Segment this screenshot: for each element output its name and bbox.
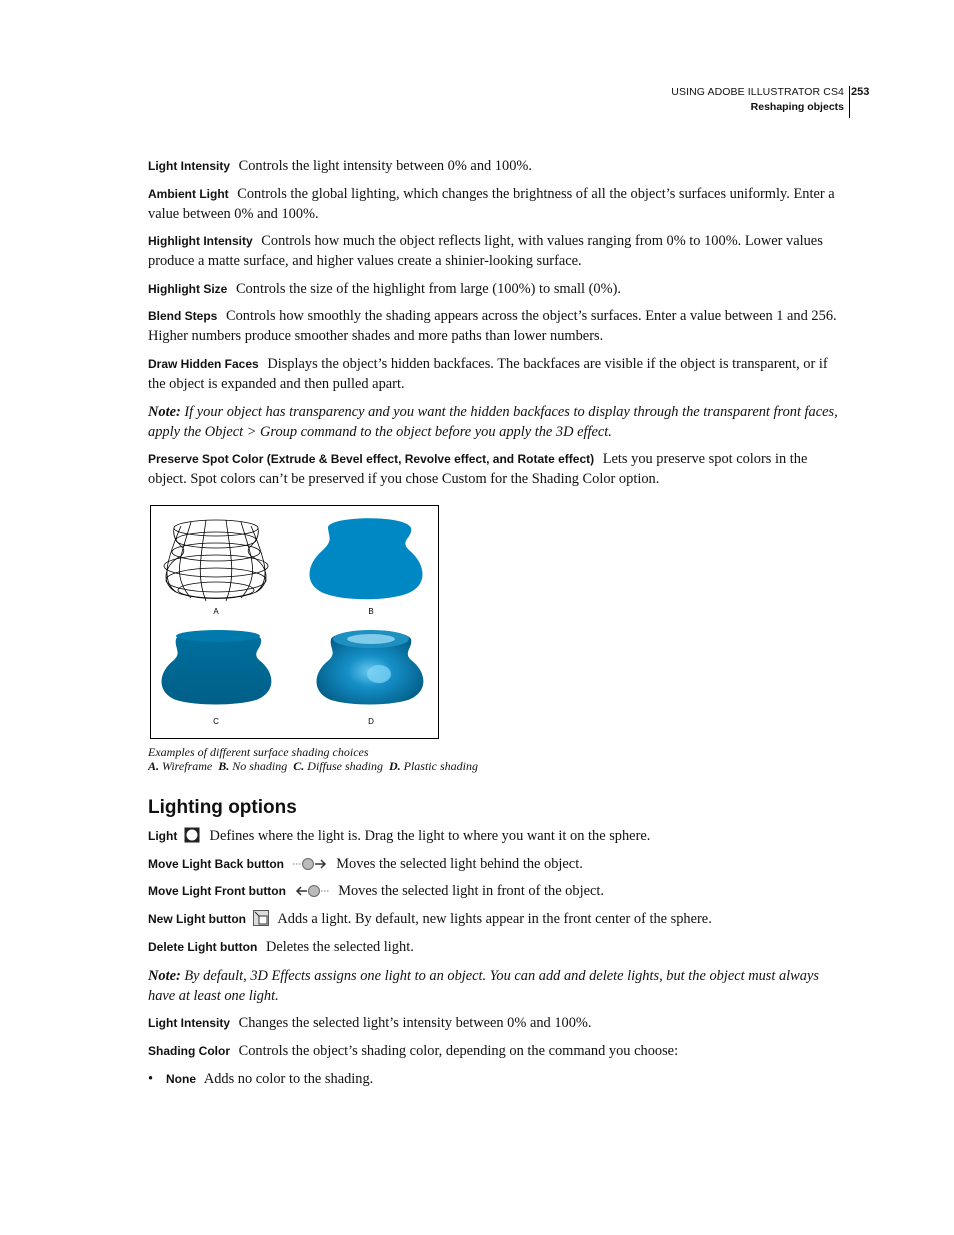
note-text: By default, 3D Effects assigns one light to an object. You can add and delete lights, but the object must always have at least one light. (148, 968, 819, 1004)
entry-light-intensity (148, 157, 842, 177)
entry-text: Deletes the selected light. (265, 939, 414, 955)
shading-figure (150, 505, 439, 739)
note-label: Note: (148, 968, 181, 984)
note-lights (148, 967, 842, 1006)
figure-label-c: C (213, 717, 219, 726)
move-light-back-icon (293, 857, 327, 878)
entry-term: Move Light Front button (148, 884, 286, 898)
entry-text: Adds no color to the shading. (203, 1071, 374, 1087)
entry-delete-light (148, 938, 842, 958)
entry-blend-steps (148, 307, 842, 346)
header-rule (849, 86, 850, 118)
shading-examples (151, 506, 438, 738)
entry-text: Moves the selected light in front of the object. (338, 883, 604, 899)
entry-text: Controls the size of the highlight from large (100%) to small (0%). (235, 281, 621, 297)
new-light-icon (253, 910, 269, 933)
entry-text: Changes the selected light’s intensity between 0% and 100%. (238, 1015, 592, 1031)
section-title: Lighting options (148, 797, 297, 818)
note-label: Note: (148, 404, 181, 420)
figure-label-b: B (368, 607, 374, 616)
entry-term: Ambient Light (148, 187, 229, 201)
entry-new-light (148, 910, 842, 933)
entry-highlight-size (148, 280, 842, 300)
entry-highlight-intensity (148, 232, 842, 271)
caption-text: No shading (232, 759, 288, 773)
entry-text: Lets you preserve spot colors in the object. Spot colors can’t be preserved if you chose Custom for the Shading Color option. (148, 451, 808, 487)
diffuse-shading-example (162, 630, 272, 705)
entry-light (148, 827, 842, 850)
caption-letter: B. (218, 759, 230, 773)
caption-text: Plastic shading (403, 759, 478, 773)
caption-text: Wireframe (162, 759, 213, 773)
figure-label-d: D (368, 717, 374, 726)
entry-draw-hidden-faces (148, 355, 842, 394)
chapter-title: Reshaping objects (750, 101, 844, 113)
note-text: If your object has transparency and you want the hidden backfaces to display through the transparent front faces, apply the Object > Group command to the object before you apply the 3D effect. (148, 404, 838, 440)
entry-term: Highlight Intensity (148, 234, 253, 248)
figure-caption (148, 745, 478, 773)
entry-text: Moves the selected light behind the object. (336, 856, 583, 872)
entry-text: Controls the light intensity between 0% and 100%. (238, 158, 532, 174)
entry-ambient-light (148, 185, 842, 224)
caption-title: Examples of different surface shading choices (148, 745, 369, 759)
light-sphere-icon (184, 827, 200, 850)
entry-term: Highlight Size (148, 282, 228, 296)
entry-text: Adds a light. By default, new lights appear in the front center of the sphere. (277, 911, 712, 927)
entry-term: Light Intensity (148, 1016, 230, 1030)
book-title: USING ADOBE ILLUSTRATOR CS4 (671, 86, 844, 98)
page-number: 253 (851, 86, 870, 98)
entry-light-intensity-2 (148, 1014, 842, 1034)
entry-text: Displays the object’s hidden backfaces. The backfaces are visible if the object is transparent, or if the object is expanded and then pulled apart. (148, 356, 828, 392)
entry-text: Defines where the light is. Drag the light to where you want it on the sphere. (209, 828, 651, 844)
move-light-front-icon (295, 884, 329, 905)
entry-preserve-spot-color (148, 450, 842, 489)
entry-text: Controls how much the object reflects light, with values ranging from 0% to 100%. Lower values produce a matte surface, and higher values create a shinier-looking surface. (148, 233, 823, 269)
entry-term: Delete Light button (148, 940, 258, 954)
entry-move-light-back (148, 855, 842, 878)
entry-text: Controls the global lighting, which changes the brightness of all the object’s surfaces uniformly. Enter a value between 0% and 100%. (148, 186, 835, 222)
entry-text: Controls the object’s shading color, depending on the command you choose: (238, 1043, 679, 1059)
wireframe-example (164, 520, 268, 601)
caption-text: Diffuse shading (307, 759, 383, 773)
entry-term: Draw Hidden Faces (148, 357, 259, 371)
running-header (671, 86, 844, 113)
entry-term: Preserve Spot Color (Extrude & Bevel effect, Revolve effect, and Rotate effect) (148, 452, 595, 466)
caption-letter: A. (148, 759, 160, 773)
plastic-shading-example (317, 630, 424, 705)
figure-label-a: A (213, 607, 219, 616)
caption-letter: D. (388, 759, 401, 773)
caption-items (148, 759, 478, 773)
entry-term: New Light button (148, 912, 246, 926)
entry-term: None (166, 1072, 196, 1086)
entry-term: Light Intensity (148, 159, 230, 173)
entry-text: Controls how smoothly the shading appears across the object’s surfaces. Enter a value between 1 and 256. Higher numbers produce smoother shades and more paths than lower numbers. (148, 308, 837, 344)
bullet-none (148, 1070, 842, 1090)
note-transparency (148, 403, 842, 442)
entry-move-light-front (148, 882, 842, 905)
entry-term: Move Light Back button (148, 857, 284, 871)
entry-shading-color (148, 1042, 842, 1062)
no-shading-example (310, 518, 423, 599)
caption-letter: C. (293, 759, 305, 773)
entry-term: Shading Color (148, 1044, 230, 1058)
bullet-symbol: • (148, 1071, 154, 1087)
entry-term: Blend Steps (148, 309, 218, 323)
entry-term: Light (148, 829, 178, 843)
